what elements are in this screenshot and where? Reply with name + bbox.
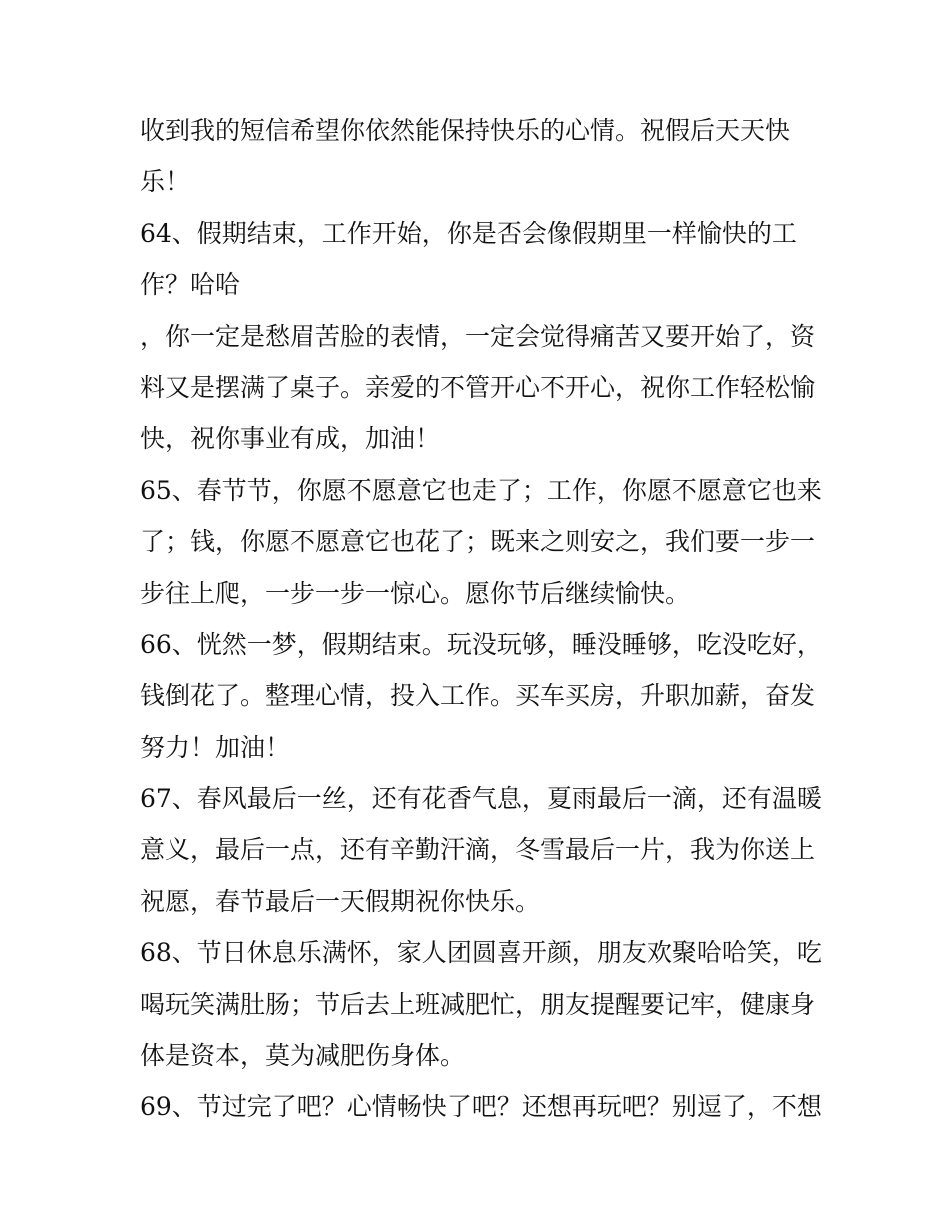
text-line: 67、春风最后一丝，还有花香气息，夏雨最后一滴，还有温暖	[140, 784, 822, 814]
text-line: 66、恍然一梦，假期结束。玩没玩够，睡没睡够，吃没吃好，	[140, 629, 822, 659]
text-line: 作？哈哈	[140, 270, 241, 300]
text-line: 努力！加油！	[140, 732, 291, 762]
text-line: 乐！	[140, 167, 191, 197]
text-line: 钱倒花了。整理心情，投入工作。买车买房，升职加薪，奋发	[140, 681, 816, 711]
text-line: 快，祝你事业有成，加油！	[140, 424, 441, 454]
text-line: 意义，最后一点，还有辛勤汗滴，冬雪最后一片，我为你送上	[140, 835, 816, 865]
text-line: 69、节过完了吧？心情畅快了吧？还想再玩吧？别逗了，不想	[140, 1092, 822, 1122]
text-line: 喝玩笑满肚肠；节后去上班减肥忙，朋友提醒要记牢，健康身	[140, 989, 816, 1019]
document-body	[140, 105, 820, 1133]
text-line: 料又是摆满了桌子。亲爱的不管开心不开心，祝你工作轻松愉	[140, 372, 816, 402]
text-line: 68、节日休息乐满怀，家人团圆喜开颜，朋友欢聚哈哈笑，吃	[140, 938, 822, 968]
text-line: 收到我的短信希望你依然能保持快乐的心情。祝假后天天快	[140, 116, 791, 145]
text-line: 了；钱，你愿不愿意它也花了；既来之则安之，我们要一步一	[140, 527, 816, 557]
text-line: 祝愿，春节最后一天假期祝你快乐。	[140, 886, 541, 916]
text-line: 65、春节节，你愿不愿意它也走了；工作，你愿不愿意它也来	[140, 475, 822, 505]
text-line: 体是资本，莫为减肥伤身体。	[140, 1041, 466, 1071]
text-line: 步往上爬，一步一步一惊心。愿你节后继续愉快。	[140, 578, 691, 608]
text-line: ，你一定是愁眉苦脸的表情，一定会觉得痛苦又要开始了，资	[140, 321, 816, 351]
text-line: 64、假期结束，工作开始，你是否会像假期里一样愉快的工	[140, 218, 797, 248]
